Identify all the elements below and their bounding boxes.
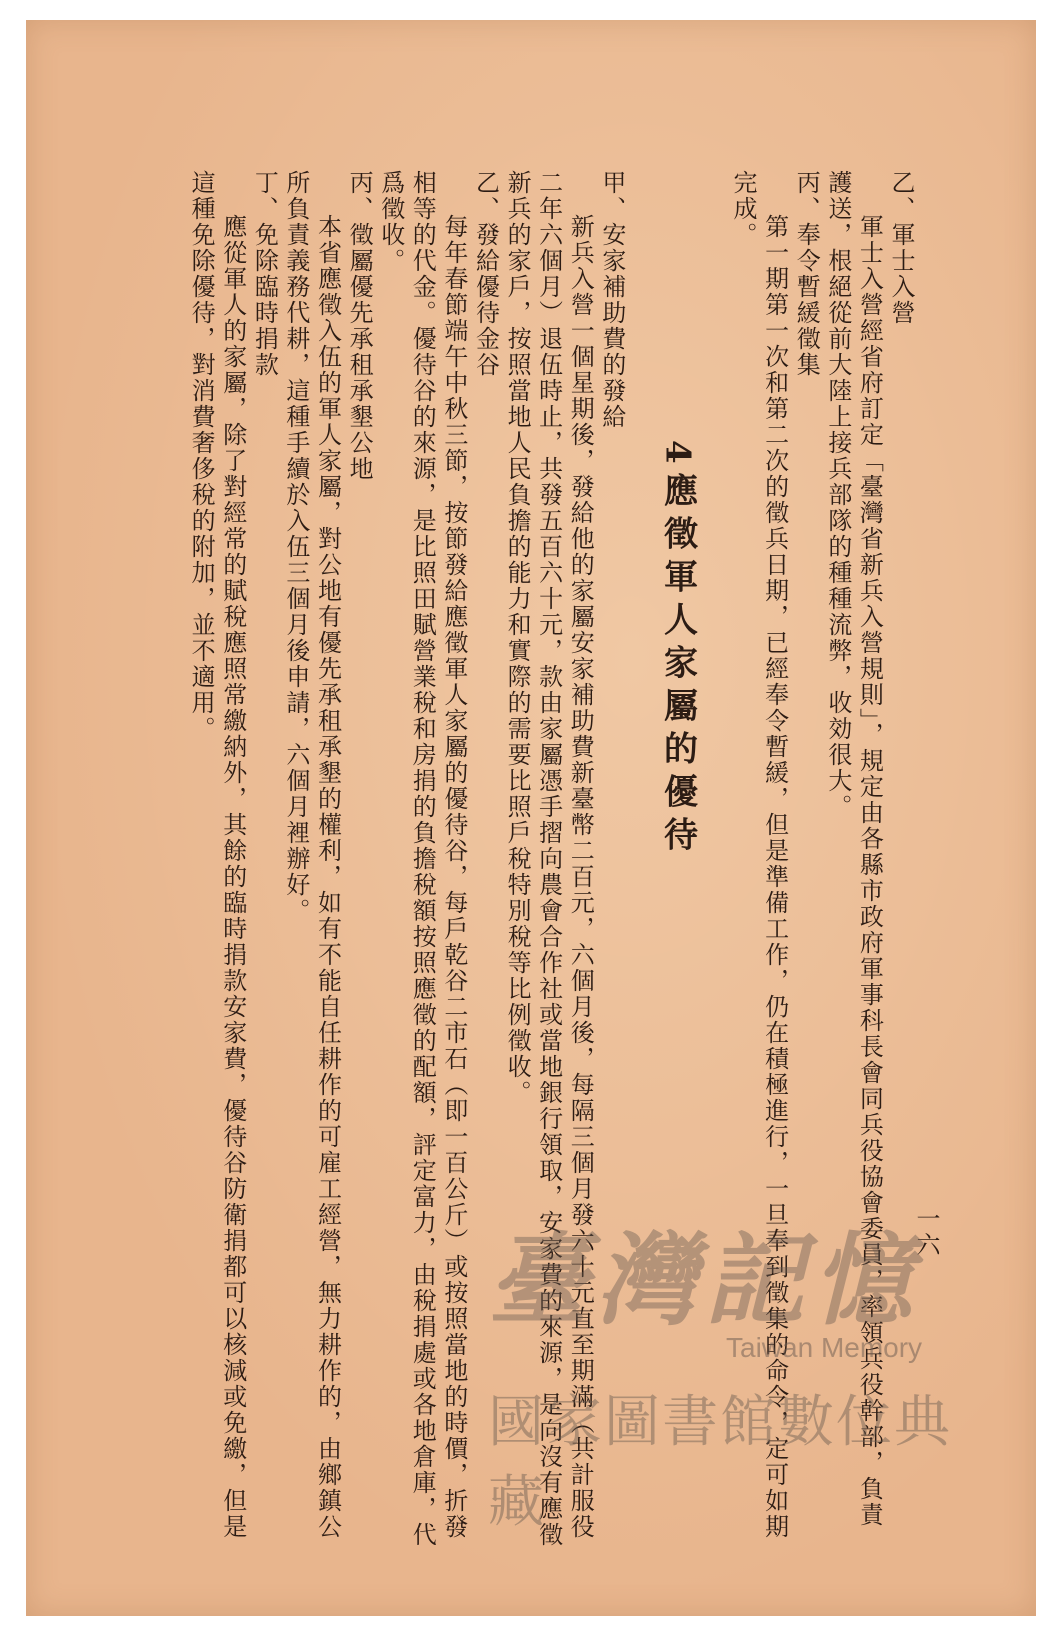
watermark-logo-text: 臺灣記憶	[488, 1221, 920, 1339]
paragraph-line: 爲徵收。	[376, 170, 405, 274]
subheading-line: 甲、安家補助費的發給	[597, 170, 626, 430]
paragraph-line: 護送，根絕從前大陸上接兵部隊的種種流弊，收効很大。	[823, 170, 852, 820]
paragraph-line: 完成。	[729, 170, 758, 248]
subheading-line: 丁、免除臨時捐款	[250, 170, 279, 378]
vertical-text-body	[185, 170, 916, 1548]
paragraph-line: 第一期第一次和第二次的徵兵日期，已經奉令暫緩，但是準備工作，仍在積極進行，一旦奉到徵集的命令，定可如期	[760, 214, 789, 1540]
paragraph-line: 二年六個月）退伍時止，共發五百六十元，款由家屬憑手摺向農會合作社或當地銀行領取，安家費的來源，是向沒有應徵	[534, 170, 563, 1548]
paragraph-line: 應從軍人的家屬，除了對經常的賦稅應照常繳納外，其餘的臨時捐款安家費，優待谷防衛捐都可以核減或免繳，但是	[218, 214, 247, 1540]
paragraph-line: 每年春節端午中秋三節，按節發給應徵軍人家屬的優待谷，每戶乾谷二市石（即一百公斤）或按照當地的時價，折發	[439, 214, 468, 1540]
document-page	[26, 20, 1036, 1616]
subheading-line: 丙、奉令暫緩徵集	[792, 170, 821, 378]
paragraph-line: 本省應徵入伍的軍人家屬，對公地有優先承租承墾的權利，如有不能自任耕作的可雇工經營，無力耕作的，由鄉鎮公	[313, 214, 342, 1540]
paragraph-line: 相等的代金。優待谷的來源，是比照田賦營業稅和房捐的負擔稅額按照應徵的配額，評定富力，由稅捐處或各地倉庫，代	[408, 170, 437, 1548]
paragraph-line: 軍士入營經省府訂定「臺灣省新兵入營規則」，規定由各縣市政府軍事科長會同兵役協會委員，率領兵役幹部，負責	[855, 214, 884, 1528]
watermark-institution: 國家圖書館數位典藏	[488, 1390, 952, 1535]
paragraph-line: 所負責義務代耕，這種手續於入伍三個月後申請，六個月裡辦好。	[281, 170, 310, 924]
section-heading: 4應徵軍人家屬的優待	[657, 440, 698, 860]
page-number: 一六	[912, 1206, 940, 1258]
subheading-line: 乙、軍士入營	[887, 170, 915, 326]
subheading-line: 丙、徵屬優先承租承墾公地	[345, 170, 374, 482]
paragraph-line: 新兵入營一個星期後，發給他的家屬安家補助費新臺幣二百元，六個月後，每隔三個月發六十元直至期滿（共計服役	[566, 214, 595, 1540]
paragraph-line: 這種免除優待，對消費奢侈稅的附加，並不適用。	[187, 170, 216, 742]
watermark-english: Taiwan Memory	[726, 1332, 923, 1363]
paragraph-line: 新兵的家戶，按照當地人民負擔的能力和實際的需要比照戶稅特別稅等比例徵收。	[503, 170, 532, 1106]
subheading-line: 乙、發給優待金谷	[471, 170, 500, 378]
